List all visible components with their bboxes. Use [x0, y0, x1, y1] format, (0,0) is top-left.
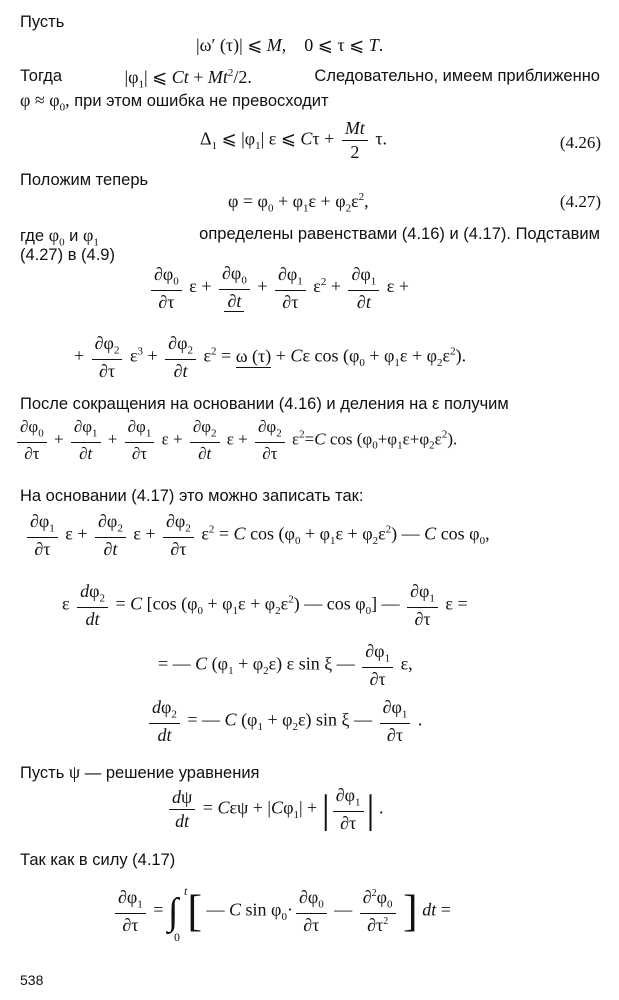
text-oshibka: при этом ошибка не превосходит	[74, 92, 329, 110]
equation-psi: $\frac{d\psi}{dt}$ = $C\varepsilon\psi + |C\varphi_1|$ + | $\frac{\partial\varphi_1}{\partial\tau}$ | .	[166, 786, 384, 833]
text-gde: где $\varphi_0$ и $\varphi_1$	[20, 225, 99, 249]
equation-rewritten: $\frac{\partial\varphi_1}{\partial\tau}$ ε + $\frac{\partial\varphi_2}{\partial t}$ ε + $\frac{\partial\varphi_2}{\partial\tau}$ $\varepsilon^2 = C$ $\cos (\varphi_0 + \varphi_1\varepsilon + \varphi_2\varepsilon^2)$ — C $\cos \varphi_0$,	[24, 512, 490, 559]
integral-sign: ∫ t 0	[167, 883, 188, 944]
equation-reduced: $\frac{\partial\varphi_0}{\partial\tau}$ + $\frac{\partial\varphi_1}{\partial t}$ + $\frac{\partial\varphi_1}{\partial\tau}$ ε + $\frac{\partial\varphi_2}{\partial t}$ ε + $\frac{\partial\varphi_2}{\partial\tau}$ $\varepsilon^2=C$ $\cos (\varphi_0+\varphi_1\varepsilon+\varphi_2\varepsilon^2)$.	[14, 418, 457, 463]
text-opredeleny: определены равенствами (4.16) и (4.17). Подставим	[199, 225, 600, 243]
text-4-27-v-4-9: (4.27) в (4.9)	[20, 246, 115, 264]
equation-4-27: $\varphi = \varphi_0 + \varphi_1\varepsilon + \varphi_2\varepsilon^2$,	[228, 191, 369, 215]
equation-number-4-26: (4.26)	[559, 133, 601, 152]
text-na-osnovanii: На основании (4.17) это можно записать так:	[20, 487, 364, 505]
page-number: 538	[20, 972, 44, 988]
formula-phi1-bound: $|\varphi_1|$ ⩽ $Ct + Mt^2/2$.	[124, 67, 252, 91]
equation-4-26: $\Delta_1$ ⩽ $|\varphi_1|$ ε ⩽ Cτ + $\frac{Mt}{2}$ τ.	[200, 118, 388, 162]
text-pust-psi: Пусть ψ — решение уравнения	[20, 762, 260, 782]
equation-sin-xi-1: = — C $(\varphi_1 + \varphi_2\varepsilon)$ ε sin ξ — $\frac{\partial\varphi_1}{\partial\tau}$ ε,	[158, 641, 413, 690]
text-sledovatelno: Следовательно, имеем приближенно	[314, 67, 600, 85]
equation-dphi2-dt: $\frac{d\varphi_2}{dt}$ = — C $(\varphi_1 + \varphi_2\varepsilon)$ sin ξ — $\frac{\partial\varphi_1}{\partial\tau}$ .	[146, 698, 422, 745]
text-togda: Тогда	[20, 67, 63, 85]
text-polozhim: Положим теперь	[20, 171, 149, 189]
equation-number-4-27: (4.27)	[559, 192, 601, 211]
text-togda-line	[20, 68, 600, 91]
equation-substitution-line2: + $\frac{\partial\varphi_2}{\partial\tau}$ $\varepsilon^3$ + $\frac{\partial\varphi_2}{\partial t}$ $\varepsilon^2 = \omega$ (τ) + Cε $\cos (\varphi_0 + \varphi_1\varepsilon + \varphi_2\varepsilon^2)$.	[74, 333, 467, 382]
text-approx-line	[20, 91, 329, 114]
equation-eps-dphi2: ε $\frac{d\varphi_2}{dt}$ = C [cos $(\varphi_0 + \varphi_1\varepsilon + \varphi_2\varepsilon^2)$ — $\cos \varphi_0$] — $\frac{\partial\varphi_1}{\partial\tau}$ ε =	[62, 581, 468, 630]
equation-integral: $\frac{\partial\varphi_1}{\partial\tau}$ = ∫ t 0 [ — C $\sin \varphi_0\cdot$ $\frac{\partial\varphi_0}{\partial\tau}$ — $\frac{\partial^2\varphi_0}{\partial\tau^2}$ ] dt =	[112, 888, 451, 935]
equation-substitution-line1: $\frac{\partial\varphi_0}{\partial\tau}$ ε + $\frac{\partial\varphi_0}{\partial t}$ + $\frac{\partial\varphi_1}{\partial\tau}$ $\varepsilon^2$ + $\frac{\partial\varphi_1}{\partial t}$ ε +	[148, 264, 409, 312]
text-pust-1: Пусть	[20, 13, 65, 31]
formula-phi-approx: $\varphi \approx \varphi_0$,	[20, 90, 70, 114]
text-posle-sokrashcheniya: После сокращения на основании (4.16) и деления на ε получим	[20, 395, 509, 413]
equation-bound: |ω′ (τ)| ⩽ M, 0 ⩽ τ ⩽ T.	[196, 35, 384, 55]
text-tak-kak: Так как в силу (4.17)	[20, 851, 176, 869]
